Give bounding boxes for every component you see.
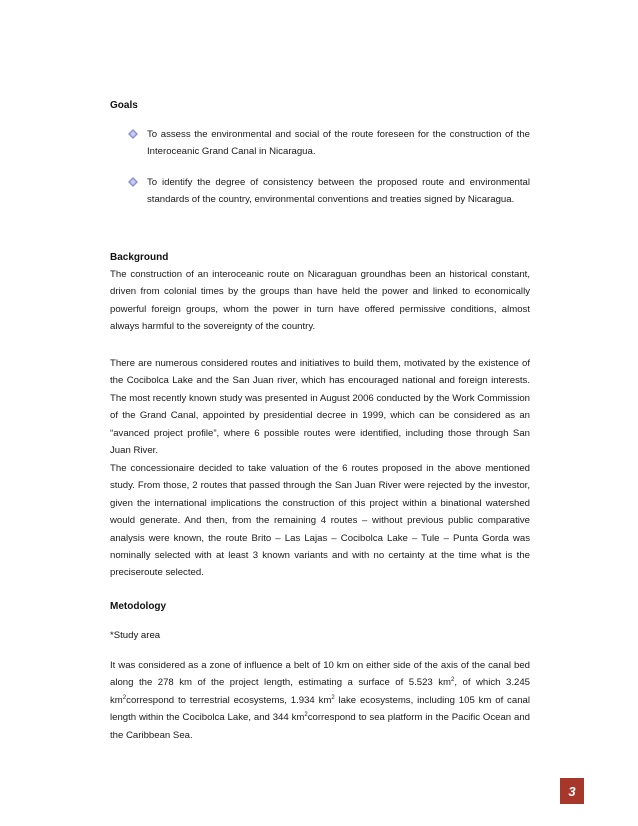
- diamond-bullet-icon: [128, 129, 138, 139]
- goal-item: [128, 126, 530, 160]
- methodology-heading: Metodology: [110, 601, 167, 612]
- goals-heading: Goals: [110, 100, 138, 111]
- background-paragraph-1: The construction of an interoceanic route on Nicaraguan groundhas been an historical constant, driven from colonial times by the groups than have held the power and linked to economically powerful foreign groups, whom the power in turn have offered permissive conditions, almost always harmful to the sovereignty of the country.: [110, 269, 530, 333]
- goal-item-text: To assess the environmental and social of the route foreseen for the construction of the Interoceanic Grand Canal in Nicaragua.: [147, 129, 530, 157]
- background-paragraph-2: There are numerous considered routes and initiatives to build them, motivated by the existence of the Cocibolca Lake and the San Juan river, which has encouraged national and foreign interests. The most recently known study was presented in August 2006 conducted by the Work Commission of the Grand Canal, appointed by presidential decree in 1999, which can be considered as an “avanced project profile”, where 6 possible routes were identified, including those through San Juan River.: [110, 358, 530, 457]
- study-area-paragraph: It was considered as a zone of influence a belt of 10 km on either side of the axis of the canal bed along the 278 km of the project length, estimating a surface of 5.523 $km^2$, of which 3.245 $km^2correspond$ to terrestrial ecosystems, 1.934 $km^2$ lake ecosystems, including 105 km of canal length within the Cocibolca Lake, and 344 $km^2correspond$ to sea platform in the Pacific Ocean and the Caribbean Sea.: [110, 660, 530, 741]
- page-number-badge: 3: [560, 778, 584, 804]
- goal-item-text: To identify the degree of consistency between the proposed route and environmental standards of the country, environmental conventions and treaties signed by Nicaragua.: [147, 177, 530, 205]
- diamond-bullet-icon: [128, 177, 138, 187]
- study-area-subheading: *Study area: [110, 630, 161, 641]
- background-paragraph-3: The concessionaire decided to take valuation of the 6 routes proposed in the above mentioned study. From those, 2 routes that passed through the San Juan River were rejected by the investor, given the international implications the construction of this project within a binational watershed would generate. And then, from the remaining 4 routes – without previous public comparative analysis were known, the route Brito – Las Lajas – Cocibolca Lake – Tule – Punta Gorda was nominally selected with at least 3 known variants and with no certainty at the time what is the preciseroute selected.: [110, 463, 530, 579]
- background-heading: Background: [110, 252, 169, 263]
- goal-item: [128, 174, 530, 208]
